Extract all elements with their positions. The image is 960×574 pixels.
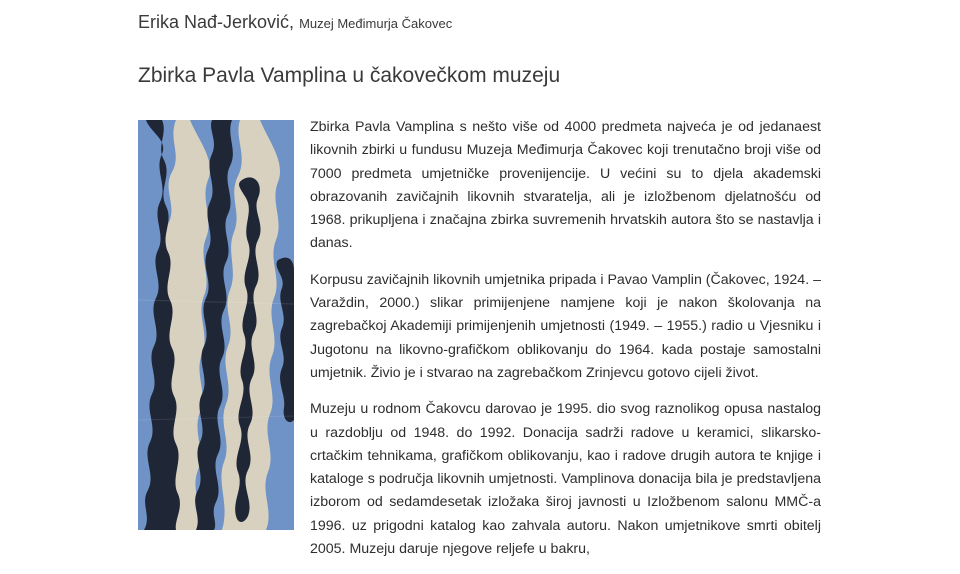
paragraph: Zbirka Pavla Vamplina s nešto više od 4000 predmeta najveća je od jedanaest likovnih zbirki u fundusu Muzeja Međimurja Čakovec koji trenutačno broji više od 7000 predmeta umjetničke provenijencije. U većini su to djela akademski obrazovanih zavičajnih likovnih stvaratelja, ali je izložbenom djelatnošću od 1968. prikupljena i značajna zbirka suvremenih hrvatskih autora što se nastavlja i danas. xyxy=(310,119,821,252)
author-affiliation: Muzej Međimurja Čakovec xyxy=(299,16,453,31)
artwork-image xyxy=(138,120,294,530)
article-title: Zbirka Pavla Vamplina u čakovečkom muzeju xyxy=(138,64,561,87)
author-line xyxy=(138,12,452,33)
article-body xyxy=(310,116,821,574)
paragraph: Muzeju u rodnom Čakovcu darovao je 1995. dio svog raznolikog opusa nastalog u razdoblju od 1948. do 1992. Donacija sadrži radove u keramici, slikarsko-crtačkim tehnikama, grafičkom oblikovanju, kao i radove drugih autora te knjige i kataloge s područja likovnih umjetnosti. Vamplinova donacija bila je predstavljena izborom od sedamdesetak izložaka široj javnosti u Izložbenom salonu MMČ-a 1996. uz prigodni katalog kao zahvala autoru. Nakon umjetnikove smrti obitelj 2005. Muzeju daruje njegove reljefe u bakru, xyxy=(310,401,821,558)
author-name: Erika Nađ-Jerković, xyxy=(138,12,295,32)
paragraph: Korpusu zavičajnih likovnih umjetnika pripada i Pavao Vamplin (Čakovec, 1924. – Varaždin, 2000.) slikar primijenjene namjene koji je nakon školovanja na zagrebačkoj Akademiji primijenjenih umjetnosti (1949. – 1955.) radio u Vjesniku i Jugotonu na likovno-grafičkom oblikovanju do 1964. kada postaje samostalni umjetnik. Živio je i stvarao na zagrebačkom Zrinjevcu gotovo cijeli život. xyxy=(310,271,821,381)
abstract-pattern-artwork xyxy=(138,120,294,530)
